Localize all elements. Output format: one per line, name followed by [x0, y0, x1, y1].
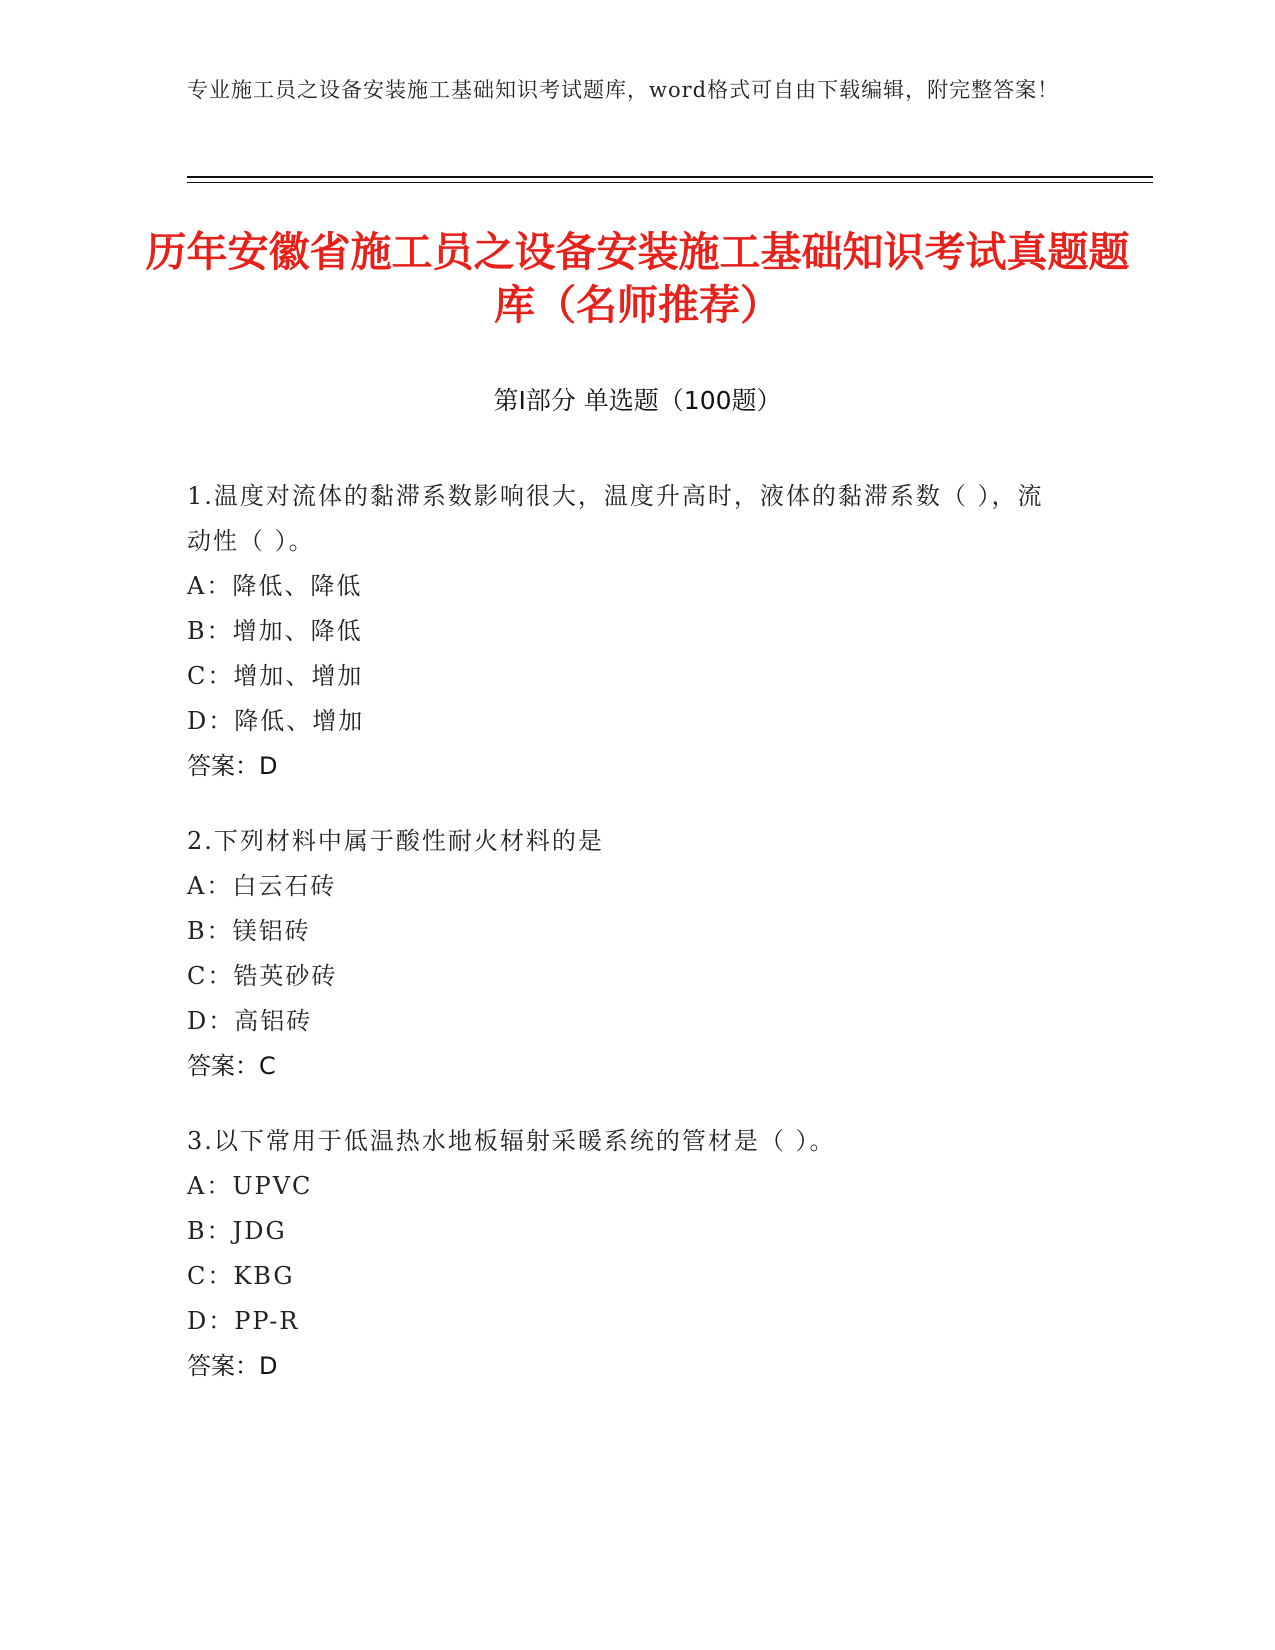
option-b: B：镁铝砖	[187, 917, 311, 945]
option-a: A：降低、降低	[187, 572, 363, 600]
answer-line: 答案：C	[187, 1052, 276, 1080]
option-b: B：JDG	[187, 1217, 287, 1245]
answer-line: 答案：D	[187, 752, 278, 780]
option-c: C：增加、增加	[187, 662, 364, 690]
question-list	[187, 474, 1067, 1419]
document-title: 历年安徽省施工员之设备安装施工基础知识考试真题题库（名师推荐）	[145, 228, 1130, 329]
question-item	[187, 819, 1067, 1089]
header-divider-thick	[187, 176, 1153, 178]
header-note: 专业施工员之设备安装施工基础知识考试题库，word格式可自由下载编辑，附完整答案！	[187, 78, 1060, 102]
option-a: A：白云石砖	[187, 872, 337, 900]
section-title: 第Ⅰ部分 单选题（100题）	[493, 386, 782, 415]
question-item	[187, 474, 1067, 789]
option-d: D：PP-R	[187, 1307, 300, 1335]
question-stem: 2.下列材料中属于酸性耐火材料的是	[187, 827, 604, 855]
question-item	[187, 1119, 1067, 1389]
option-b: B：增加、降低	[187, 617, 363, 645]
answer-line: 答案：D	[187, 1352, 278, 1380]
question-stem: 1.温度对流体的黏滞系数影响很大，温度升高时，液体的黏滞系数（ ），流动性（ ）。	[187, 482, 1044, 555]
option-a: A：UPVC	[187, 1172, 313, 1200]
option-c: C：KBG	[187, 1262, 295, 1290]
question-stem: 3.以下常用于低温热水地板辐射采暖系统的管材是（ ）。	[187, 1127, 836, 1155]
header-divider-thin	[187, 182, 1153, 183]
option-c: C：锆英砂砖	[187, 962, 338, 990]
option-d: D：高铝砖	[187, 1007, 313, 1035]
option-d: D：降低、增加	[187, 707, 365, 735]
